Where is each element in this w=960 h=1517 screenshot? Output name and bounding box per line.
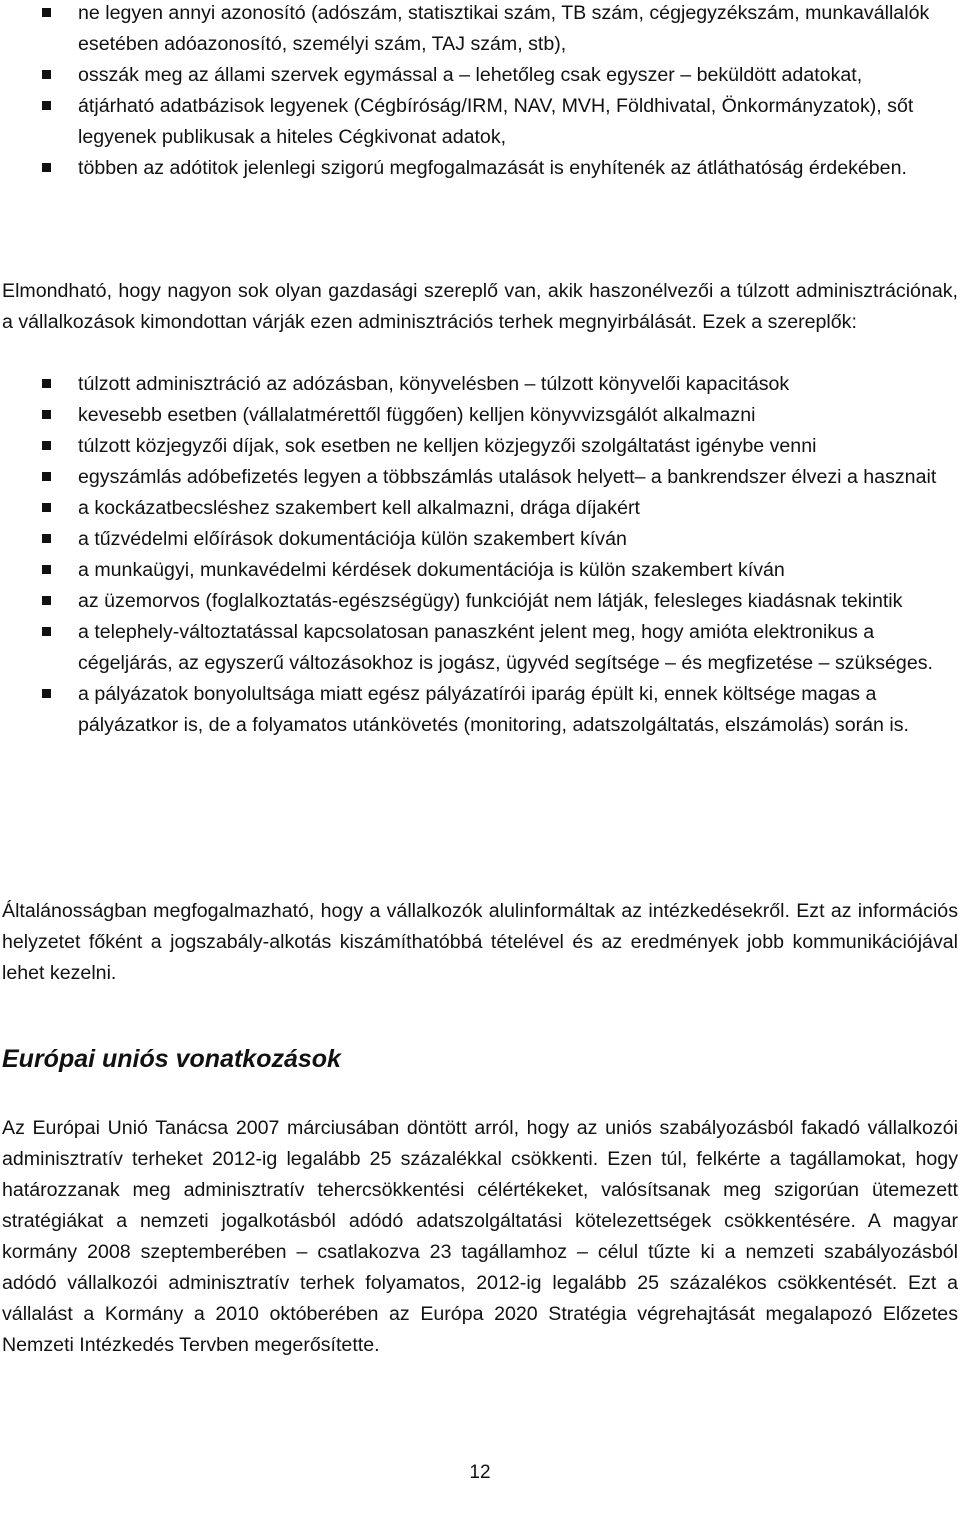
square-bullet-icon: [42, 534, 51, 543]
list-item-text: átjárható adatbázisok legyenek (Cégbíróság/IRM, NAV, MVH, Földhivatal, Önkormányzatok), sőt legyenek publikusak a hiteles Cégkivonat adatok,: [78, 95, 914, 148]
top-bullet-list: [2, 0, 958, 184]
square-bullet-icon: [42, 441, 51, 450]
square-bullet-icon: [42, 163, 51, 172]
list-item: [2, 91, 958, 153]
stakeholder-bullet-list: [2, 369, 958, 741]
list-item: [2, 369, 958, 400]
list-item: [2, 617, 958, 679]
body-paragraph: Az Európai Unió Tanácsa 2007 márciusában döntött arról, hogy az uniós szabályozásból fakadó vállalkozói adminisztratív terheket 2012-ig legalább 25 százalékkal csökkenti. Ezen túl, felkérte a tagállamokat, hogy határozzanak meg adminisztratív tehercsökkentési célértékeket, valósítsanak meg szigorúan ütemezett stratégiákat a nemzeti jogalkotásból adódó adatszolgáltatási kötelezettségek csökkentésére. A magyar kormány 2008 szeptemberében – csatlakozva 23 tagállamhoz – célul tűzte ki a nemzeti szabályozásból adódó vállalkozói adminisztratív terhek folyamatos, 2012-ig legalább 25 százalékos csökkentését. Ezt a vállalást a Kormány a 2010 októberében az Európa 2020 Stratégia végrehajtását megalapozó Előzetes Nemzeti Intézkedés Tervben megerősítette.: [2, 1117, 958, 1356]
square-bullet-icon: [42, 70, 51, 79]
list-item: [2, 493, 958, 524]
list-item: [2, 679, 958, 741]
list-item-text: túlzott adminisztráció az adózásban, könyvelésben – túlzott könyvelői kapacitások: [78, 373, 790, 395]
list-item: [2, 524, 958, 555]
square-bullet-icon: [42, 565, 51, 574]
list-item-text: kevesebb esetben (vállalatmérettől függően) kelljen könyvvizsgálót alkalmazni: [78, 404, 756, 426]
square-bullet-icon: [42, 627, 51, 636]
square-bullet-icon: [42, 410, 51, 419]
list-item: [2, 462, 958, 493]
list-item: [2, 0, 958, 60]
square-bullet-icon: [42, 379, 51, 388]
list-item: [2, 60, 958, 91]
square-bullet-icon: [42, 689, 51, 698]
list-item-text: ne legyen annyi azonosító (adószám, statisztikai szám, TB szám, cégjegyzékszám, munkavállalók esetében adóazonosító, személyi szám, TAJ szám, stb),: [78, 2, 930, 55]
list-item-text: a kockázatbecsléshez szakembert kell alkalmazni, drága díjakért: [78, 497, 640, 519]
list-item: [2, 586, 958, 617]
square-bullet-icon: [42, 503, 51, 512]
body-paragraph: Általánosságban megfogalmazható, hogy a vállalkozók alulinformáltak az intézkedésekről. Ezt az információs helyzetet főként a jogszabály-alkotás kiszámíthatóbbá tételével és az eredmények jobb kommunikációjával lehet kezelni.: [2, 900, 958, 984]
square-bullet-icon: [42, 101, 51, 110]
page-number: 12: [469, 1462, 491, 1483]
list-item: [2, 400, 958, 431]
body-paragraph: Elmondható, hogy nagyon sok olyan gazdasági szereplő van, akik haszonélvezői a túlzott adminisztrációnak, a vállalkozások kimondottan várják ezen adminisztrációs terhek megnyirbálását. Ezek a szereplők:: [2, 280, 958, 333]
square-bullet-icon: [42, 8, 51, 17]
list-item-text: egyszámlás adóbefizetés legyen a többszámlás utalások helyett– a bankrendszer élvezi a hasznait: [78, 466, 937, 488]
section-heading: Európai uniós vonatkozások: [2, 1045, 341, 1073]
list-item-text: a munkaügyi, munkavédelmi kérdések dokumentációja is külön szakembert kíván: [78, 559, 785, 581]
list-item-text: az üzemorvos (foglalkoztatás-egészségügy) funkcióját nem látják, felesleges kiadásnak tekintik: [78, 590, 903, 612]
list-item-text: a pályázatok bonyolultsága miatt egész pályázatírói iparág épült ki, ennek költsége magas a pályázatkor is, de a folyamatos utánkövetés (monitoring, adatszolgáltatás, elszámolás) során is.: [78, 683, 909, 736]
list-item-text: osszák meg az állami szervek egymással a – lehetőleg csak egyszer – beküldött adatokat,: [78, 64, 863, 86]
square-bullet-icon: [42, 596, 51, 605]
list-item-text: túlzott közjegyzői díjak, sok esetben ne kelljen közjegyzői szolgáltatást igénybe venni: [78, 435, 817, 457]
list-item-text: a telephely-változtatással kapcsolatosan panaszként jelent meg, hogy amióta elektronikus a cégeljárás, az egyszerű változásokhoz is jogász, ügyvéd segítsége – és megfizetése – szükséges.: [78, 621, 933, 674]
square-bullet-icon: [42, 472, 51, 481]
list-item-text: többen az adótitok jelenlegi szigorú megfogalmazását is enyhítenék az átláthatóság érdekében.: [78, 157, 907, 179]
list-item: [2, 431, 958, 462]
list-item: [2, 555, 958, 586]
list-item-text: a tűzvédelmi előírások dokumentációja külön szakembert kíván: [78, 528, 627, 550]
list-item: [2, 153, 958, 184]
